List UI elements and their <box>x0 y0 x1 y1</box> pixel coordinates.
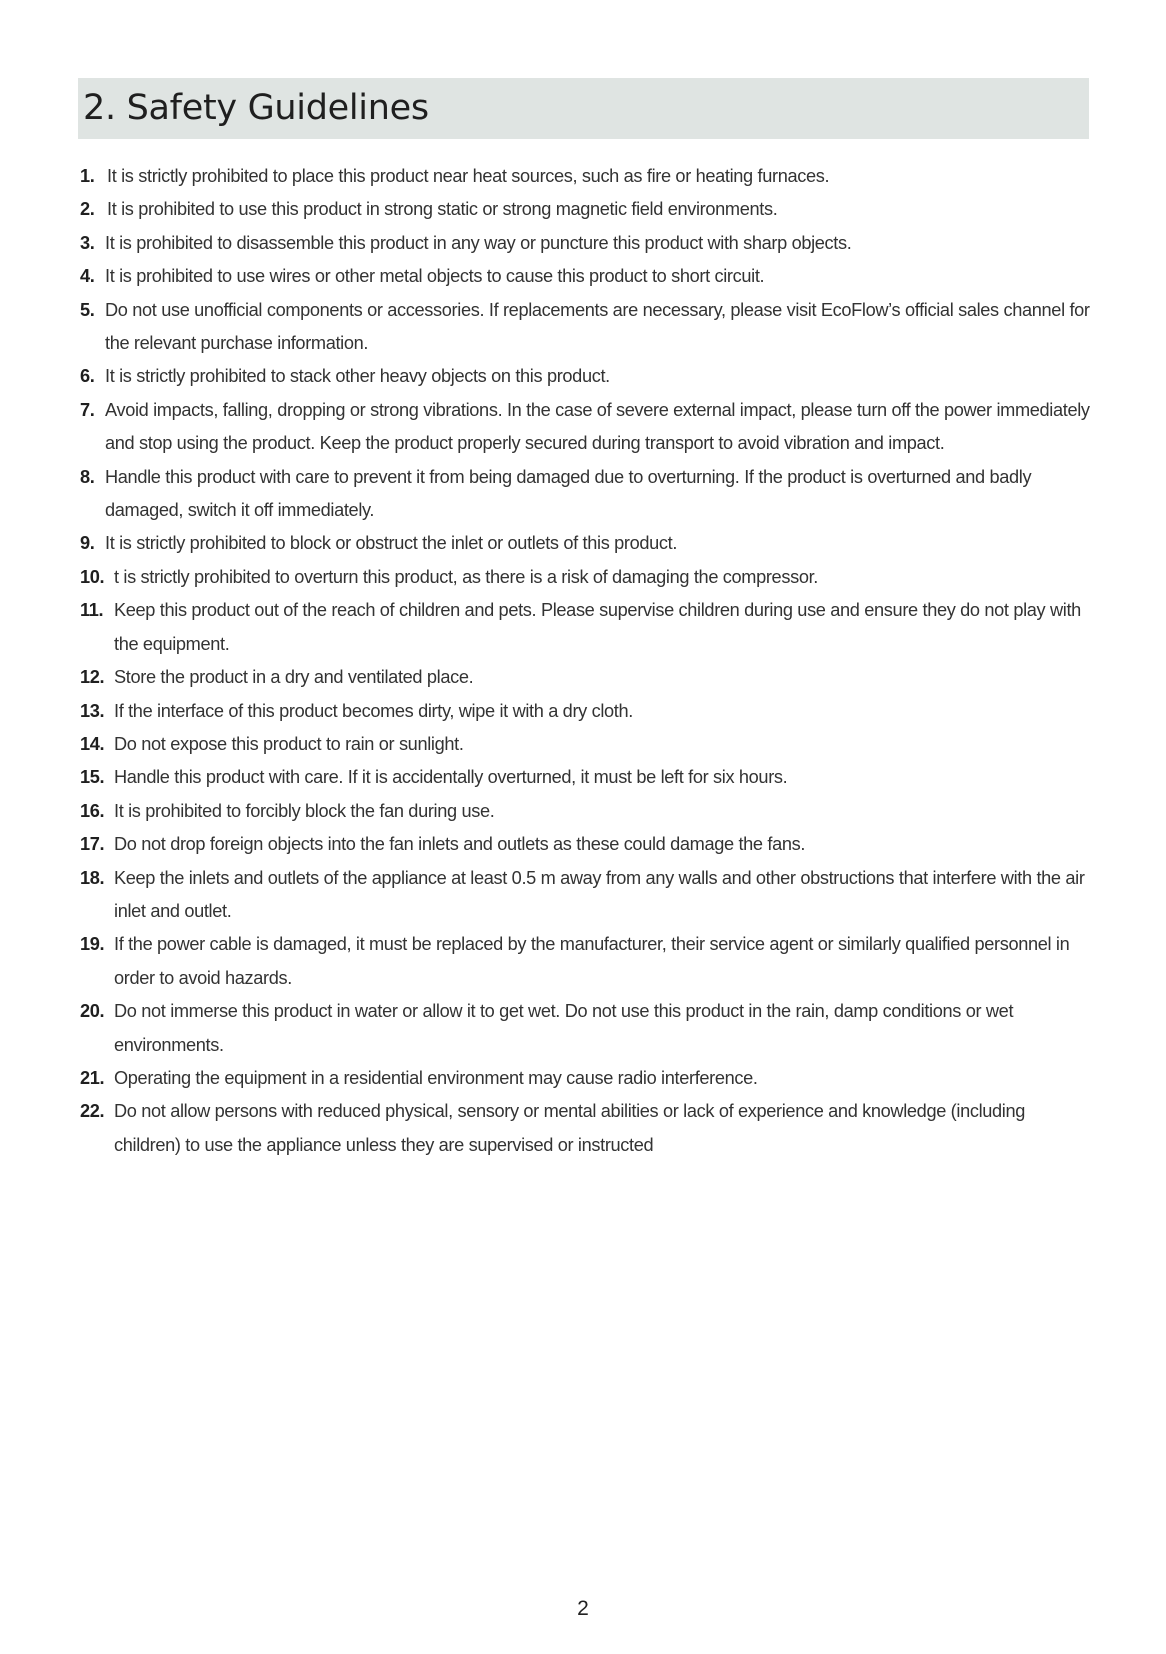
list-item <box>80 661 1090 694</box>
item-text: It is prohibited to disassemble this product in any way or puncture this product with sharp objects. <box>105 232 852 253</box>
page-number: 2 <box>577 1597 589 1620</box>
safety-guidelines-list <box>80 160 1090 1162</box>
item-text: It is strictly prohibited to stack other heavy objects on this product. <box>105 366 610 387</box>
item-number: 20. <box>80 1001 105 1022</box>
item-text: It is prohibited to forcibly block the fan during use. <box>114 800 495 821</box>
item-text: Handle this product with care. If it is accidentally overturned, it must be left for six hours. <box>114 767 788 788</box>
list-item <box>80 695 1090 728</box>
item-text: If the power cable is damaged, it must be replaced by the manufacturer, their service agent or similarly qualified personnel in order to avoid hazards. <box>114 934 1070 988</box>
item-number: 22. <box>80 1101 105 1122</box>
item-text: Keep this product out of the reach of children and pets. Please supervise children during use and ensure they do not play with the equipment. <box>114 600 1081 654</box>
list-item <box>80 828 1090 861</box>
list-item <box>80 461 1090 528</box>
list-item <box>80 995 1090 1062</box>
item-text: Do not drop foreign objects into the fan inlets and outlets as these could damage the fans. <box>114 834 806 855</box>
list-item <box>80 193 1090 226</box>
list-item <box>80 561 1090 594</box>
list-item <box>80 394 1090 461</box>
section-title-bar <box>78 78 1089 139</box>
list-item <box>80 1062 1090 1095</box>
item-text: Operating the equipment in a residential environment may cause radio interference. <box>114 1067 758 1088</box>
item-number: 9. <box>80 533 95 554</box>
list-item <box>80 227 1090 260</box>
list-item <box>80 160 1090 193</box>
item-number: 1. <box>80 166 95 186</box>
list-item <box>80 294 1090 361</box>
item-text: Store the product in a dry and ventilated place. <box>114 667 474 688</box>
list-item <box>80 594 1090 661</box>
list-item <box>80 862 1090 929</box>
item-number: 18. <box>80 867 105 888</box>
item-text: Do not immerse this product in water or allow it to get wet. Do not use this product in the rain, damp conditions or wet environments. <box>114 1001 1014 1055</box>
item-text: It is strictly prohibited to block or obstruct the inlet or outlets of this product. <box>105 533 678 554</box>
section-title: 2. Safety Guidelines <box>83 88 429 128</box>
list-item <box>80 795 1090 828</box>
item-text: It is strictly prohibited to place this product near heat sources, such as fire or heating furnaces. <box>107 166 830 186</box>
item-number: 2. <box>80 199 95 220</box>
item-text: Avoid impacts, falling, dropping or strong vibrations. In the case of severe external impact, please turn off the power immediately and stop using the product. Keep the product properly secured during transport to avoid vibration and impact. <box>105 399 1090 454</box>
list-item <box>80 928 1090 995</box>
list-item <box>80 1095 1090 1162</box>
item-text: Do not allow persons with reduced physical, sensory or mental abilities or lack of experience and knowledge (including children) to use the appliance unless they are supervised or instructed <box>114 1101 1026 1155</box>
item-text: It is prohibited to use this product in strong static or strong magnetic field environments. <box>107 199 778 220</box>
list-item <box>80 527 1090 560</box>
item-number: 6. <box>80 366 95 387</box>
item-text: Do not expose this product to rain or sunlight. <box>114 733 464 754</box>
list-item <box>80 260 1090 293</box>
item-number: 15. <box>80 767 105 788</box>
item-number: 13. <box>80 700 105 721</box>
item-number: 10. <box>80 566 105 587</box>
item-number: 12. <box>80 667 105 688</box>
item-text: t is strictly prohibited to overturn this product, as there is a risk of damaging the compressor. <box>114 566 818 587</box>
item-number: 17. <box>80 834 105 855</box>
item-number: 7. <box>80 399 95 420</box>
item-text: Handle this product with care to prevent it from being damaged due to overturning. If the product is overturned and badly damaged, switch it off immediately. <box>105 466 1032 521</box>
item-number: 5. <box>80 299 95 320</box>
item-number: 4. <box>80 266 95 287</box>
item-number: 19. <box>80 934 105 955</box>
item-text: It is prohibited to use wires or other metal objects to cause this product to short circuit. <box>105 266 765 287</box>
item-text: Do not use unofficial components or accessories. If replacements are necessary, please visit EcoFlow’s official sales channel for the relevant purchase information. <box>105 299 1090 354</box>
item-text: If the interface of this product becomes dirty, wipe it with a dry cloth. <box>114 700 633 721</box>
list-item <box>80 761 1090 794</box>
item-text: Keep the inlets and outlets of the appliance at least 0.5 m away from any walls and other obstructions that interfere with the air inlet and outlet. <box>114 867 1085 921</box>
item-number: 11. <box>80 600 104 621</box>
item-number: 21. <box>80 1067 105 1088</box>
item-number: 16. <box>80 800 105 821</box>
item-number: 8. <box>80 466 95 487</box>
item-number: 3. <box>80 232 95 253</box>
list-item <box>80 728 1090 761</box>
item-number: 14. <box>80 733 105 754</box>
list-item <box>80 360 1090 393</box>
